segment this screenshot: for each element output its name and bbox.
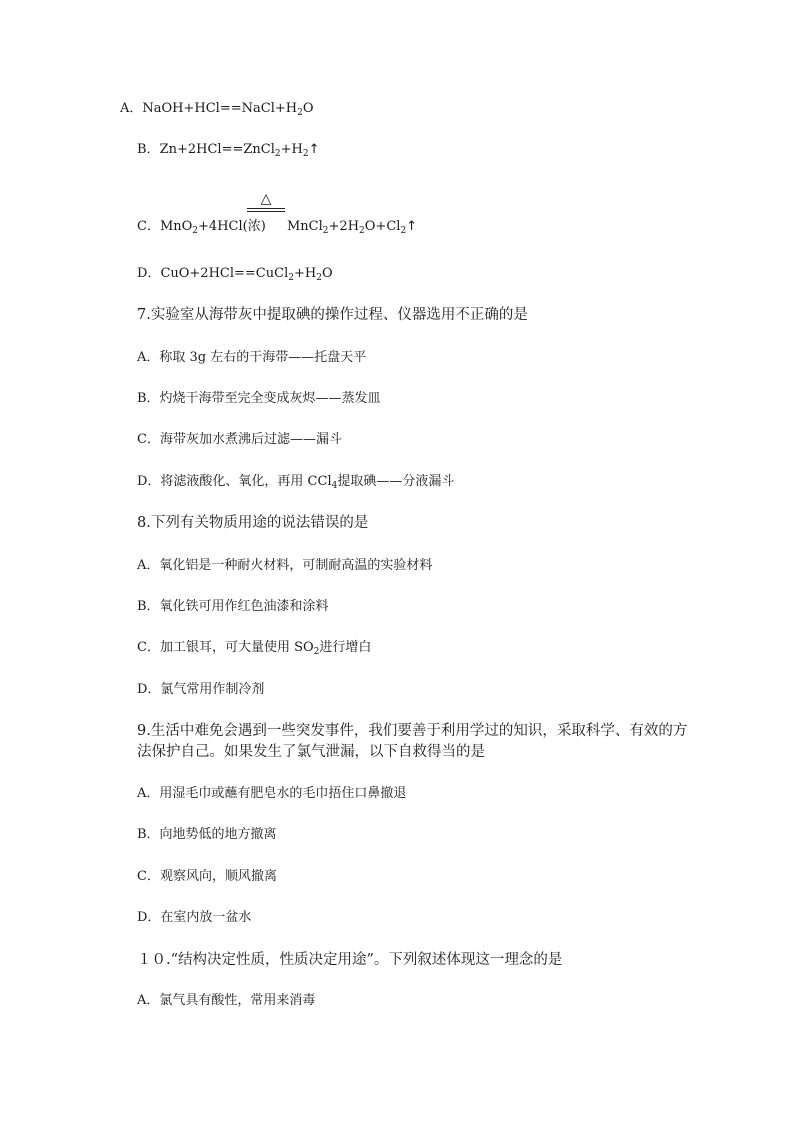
gas-up-arrow-icon: ↑ [308, 142, 320, 157]
gas-up-arrow-icon: ↑ [406, 219, 418, 234]
question-8-option-d: D．氯气常用作制冷剂 [137, 682, 265, 697]
question-8-option-c: C．加工银耳，可大量使用 $SO_2$进行增白 [137, 640, 372, 657]
question-7-option-c: C．海带灰加水煮沸后过滤——漏斗 [137, 432, 342, 447]
option-c-equation-left: C．MnO$_2$+4HCl(浓) [137, 219, 266, 236]
heat-triangle-icon: △ [260, 191, 272, 207]
option-b-equation: B．$Zn+2HCl==ZnCl_2+H_2↑$ [137, 142, 320, 159]
question-7-option-d: D．将滤液酸化、氧化，再用 CCl$_4$提取碘——分液漏斗 [137, 474, 455, 491]
question-9-stem-line1: 9.生活中难免会遇到一些突发事件，我们要善于利用学过的知识，采取科学、有效的方 [137, 723, 688, 739]
question-7-option-b: B．灼烧干海带至完全变成灰烬——蒸发皿 [137, 391, 381, 406]
question-7-stem: 7.实验室从海带灰中提取碘的操作过程、仪器选用不正确的是 [137, 307, 528, 323]
question-9-option-b: B．向地势低的地方撤离 [137, 827, 277, 842]
question-10-stem: １０.“结构决定性质，性质决定用途”。下列叙述体现这一理念的是 [137, 952, 563, 968]
option-c-equation-right: $MnCl_2+2H_2O+Cl_2↑$ [287, 219, 418, 236]
question-9-option-a: A．用湿毛巾或蘸有肥皂水的毛巾捂住口鼻撤退 [137, 786, 407, 801]
question-9-stem-line2: 法保护自己。如果发生了氯气泄漏，以下自救得当的是 [137, 744, 485, 760]
question-9-option-d: D．在室内放一盆水 [137, 910, 252, 925]
heat-condition [247, 192, 285, 212]
question-8-option-a: A．氧化铝是一种耐火材料，可制耐高温的实验材料 [137, 558, 433, 573]
option-d-equation: D．$CuO+2HCl==CuCl_2+H_2O$ [137, 266, 333, 283]
question-9-option-c: C．观察风向，顺风撤离 [137, 869, 277, 884]
question-7-option-a: A．称取 3g 左右的干海带——托盘天平 [137, 350, 367, 365]
question-10-option-a: A．氯气具有酸性，常用来消毒 [137, 993, 316, 1008]
option-a-equation: A．$NaOH+HCl==NaCl+H_2O$ [120, 101, 314, 118]
question-8-option-b: B．氧化铁可用作红色油漆和涂料 [137, 599, 329, 614]
reaction-equals-bar [247, 208, 285, 212]
question-8-stem: 8.下列有关物质用途的说法错误的是 [137, 515, 369, 531]
